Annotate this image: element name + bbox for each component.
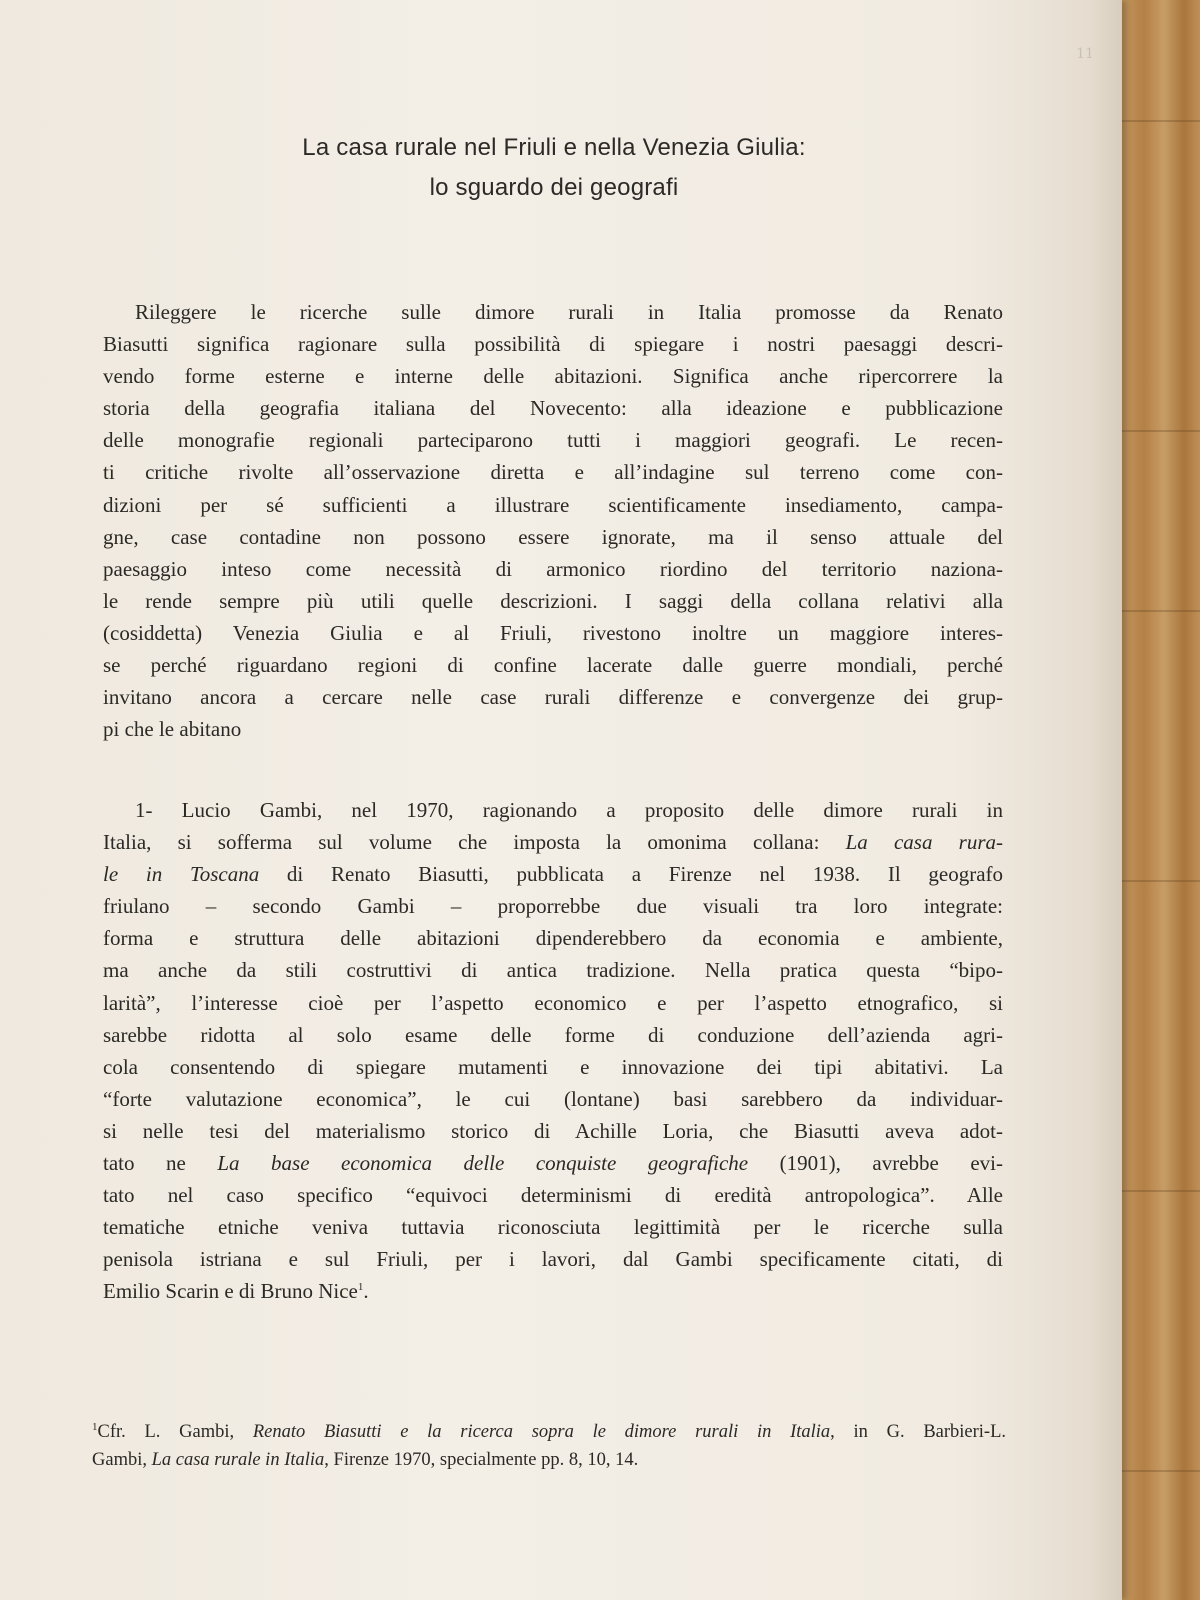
footnote-line [92, 1418, 1006, 1446]
book-title-italic: le in Toscana [103, 862, 260, 887]
text-line: storia della geografia italiana del Novecento: alla ideazione e pubblicazione [103, 396, 1003, 421]
text-line: cola consentendo di spiegare mutamenti e innovazione dei tipi abitativi. La [103, 1054, 1003, 1079]
text-line: penisola istriana e sul Friuli, per i lavori, dal Gambi specificamente citati, di [103, 1247, 1003, 1272]
text-line [103, 1275, 1003, 1307]
text-line: tato nel caso specifico “equivoci determinismi di eredità antropologica”. Alle [103, 1183, 1003, 1208]
chapter-title-line-2: lo sguardo dei geografi [429, 174, 679, 201]
text-line: vendo forme esterne e interne delle abitazioni. Significa anche ripercorrere la [103, 364, 1003, 389]
text-run: Cfr. L. Gambi, [97, 1422, 253, 1442]
chapter-title-line-1: La casa rurale nel Friuli e nella Venezia Giulia: [302, 134, 806, 161]
text-line: invitano ancora a cercare nelle case rurali differenze e convergenze dei grup- [103, 685, 1003, 710]
cited-title-italic: Renato Biasutti e la ricerca sopra le dimore rurali in Italia [252, 1422, 831, 1442]
text-line: forma e struttura delle abitazioni dipenderebbero da economia e ambiente, [103, 926, 1003, 951]
text-line: dizioni per sé sufficienti a illustrare scientificamente insediamento, campa- [103, 492, 1003, 517]
text-line [103, 826, 1003, 858]
text-run: Gambi, [92, 1450, 152, 1470]
text-run: tato ne [103, 1151, 218, 1176]
text-run: di Renato Biasutti, pubblicata a Firenze nel 1938. Il geografo [259, 862, 1003, 887]
text-run: (1901), avrebbe evi- [748, 1151, 1003, 1176]
intro-paragraph [103, 296, 1003, 745]
text-line: friulano – secondo Gambi – proporrebbe due visuali tra loro integrate: [103, 894, 1003, 919]
footnote-line [92, 1446, 1006, 1474]
text-line: se perché riguardano regioni di confine lacerate dalle guerre mondiali, perché [103, 653, 1003, 678]
text-line: si nelle tesi del materialismo storico di Achille Loria, che Biasutti aveva adot- [103, 1118, 1003, 1143]
text-line: tematiche etniche veniva tuttavia riconosciuta legittimità per le ricerche sulla [103, 1215, 1003, 1240]
cited-title-italic: La casa rurale in Italia [151, 1450, 325, 1470]
text-run: Italia, si sofferma sul volume che imposta la omonima collana: [103, 830, 846, 855]
section-1-paragraph [103, 794, 1003, 1308]
text-line: delle monografie regionali parteciparono tutti i maggiori geografi. Le recen- [103, 428, 1003, 453]
page-number: 11 [1076, 46, 1094, 62]
text-line: larità”, l’interesse cioè per l’aspetto economico e per l’aspetto etnografico, si [103, 990, 1003, 1015]
text-run: Emilio Scarin e di Bruno Nice [103, 1279, 358, 1304]
text-run: , in G. Barbieri-L. [830, 1422, 1007, 1442]
text-line: “forte valutazione economica”, le cui (lontane) basi sarebbero da individuar- [103, 1086, 1003, 1111]
wooden-table-background [1120, 0, 1200, 1600]
text-line: ti critiche rivolte all’osservazione diretta e all’indagine sul terreno come con- [103, 460, 1003, 485]
text-line: 1- Lucio Gambi, nel 1970, ragionando a proposito delle dimore rurali in [135, 798, 1003, 822]
text-line: le rende sempre più utili quelle descrizioni. I saggi della collana relativi alla [103, 588, 1003, 613]
text-line: sarebbe ridotta al solo esame delle forme di conduzione dell’azienda agri- [103, 1022, 1003, 1047]
text-line: Rileggere le ricerche sulle dimore rurali in Italia promosse da Renato [135, 300, 1003, 324]
book-title-italic: La base economica delle conquiste geografiche [217, 1151, 749, 1176]
footnote-reference: 1 [357, 1281, 364, 1294]
text-line: Biasutti significa ragionare sulla possibilità di spiegare i nostri paesaggi descri- [103, 332, 1003, 357]
text-line: ma anche da stili costruttivi di antica tradizione. Nella pratica questa “bipo- [103, 958, 1003, 983]
text-line: (cosiddetta) Venezia Giulia e al Friuli, rivestono inoltre un maggiore interes- [103, 620, 1003, 645]
footnote [92, 1418, 1006, 1474]
chapter-title [150, 128, 958, 208]
text-line [103, 858, 1003, 890]
text-line: gne, case contadine non possono essere ignorate, ma il senso attuale del [103, 524, 1003, 549]
text-run: , Firenze 1970, specialmente pp. 8, 10, 14. [324, 1450, 639, 1470]
text-line: paesaggio inteso come necessità di armonico riordino del territorio naziona- [103, 556, 1003, 581]
book-title-italic: La casa rura- [845, 830, 1003, 855]
text-line: pi che le abitano [103, 717, 242, 742]
text-run: . [363, 1279, 369, 1304]
footnote-marker: 1 [92, 1420, 98, 1433]
text-line [103, 1147, 1003, 1179]
